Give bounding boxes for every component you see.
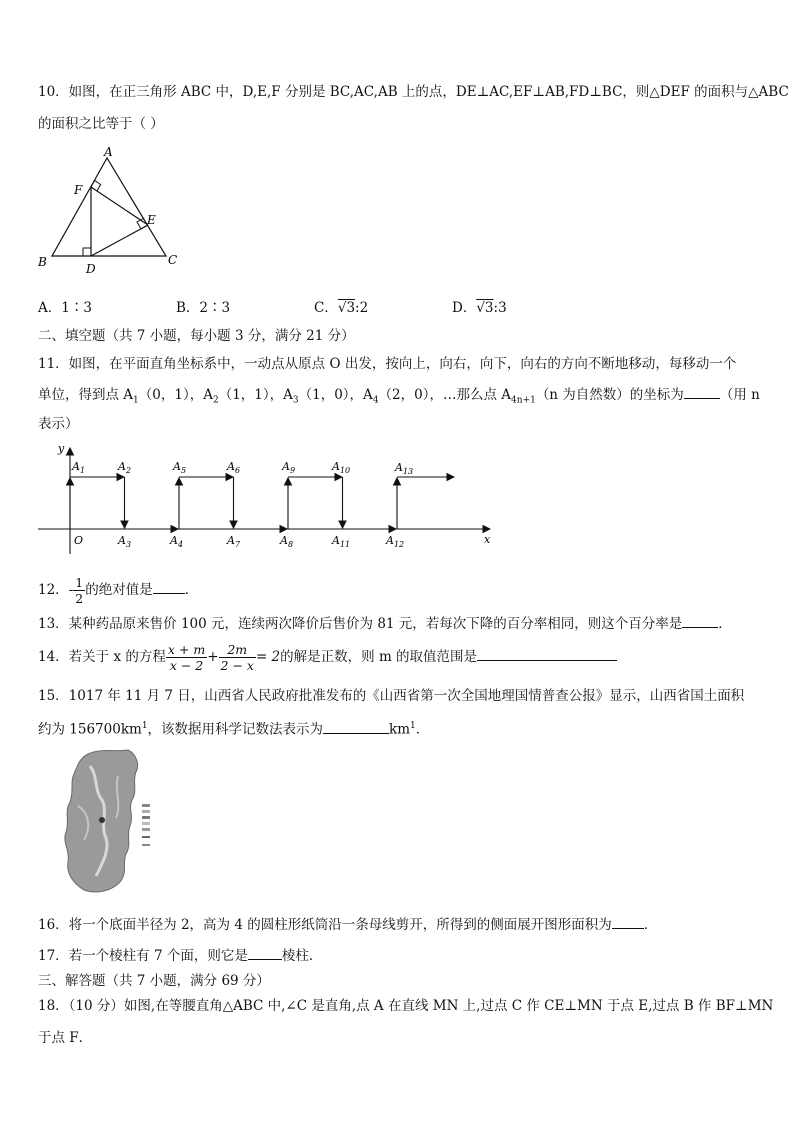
point-a13-label: $A_{13}$ xyxy=(395,461,414,476)
q18-line1: 18．（10 分）如图,在等腰直角△ABC 中,∠C 是直角,点 A 在直线 MN 上,过点 C 作 CE⊥MN 于点 E,过点 B 作 BF⊥MN xyxy=(38,998,774,1014)
point-a10-label: $A_{10}$ xyxy=(332,460,351,475)
q16-line: 16．将一个底面半径为 2，高为 4 的圆柱形纸筒沿一条母线剪开，所得到的侧面展开图形面积为 ． xyxy=(38,914,756,935)
q13-line: 13．某种药品原来售价 100 元，连续两次降价后售价为 81 元，若每次下降的百分率相同，则这个百分率是 ． xyxy=(38,613,756,634)
point-a6-label: $A_6$ xyxy=(227,460,241,475)
axis-x-label: x xyxy=(484,533,491,546)
point-a11-label: $A_{11}$ xyxy=(332,534,351,549)
label-b: B xyxy=(38,255,47,269)
q18-line2: 于点 F． xyxy=(38,1030,93,1046)
point-a9-label: $A_9$ xyxy=(282,460,296,475)
option-d: D．√3:3 xyxy=(452,300,507,316)
coordinate-figure xyxy=(34,440,504,558)
point-a4-label: $A_4$ xyxy=(170,534,184,549)
q15-line1: 15．1017 年 11 月 7 日，山西省人民政府批准发布的《山西省第一次全国地理国情普查公报》显示，山西省国土面积 xyxy=(38,688,745,704)
label-e: E xyxy=(147,213,156,227)
q11-line2: 单位，得到点 $A_1(0$，1），$A_2(1$，1），$A_3(1$，0），$A_4(2$，0），…那么点 $A_{4n+1}(n$ 为自然数）的坐标为 （用 n xyxy=(38,384,756,411)
q17-line: 17．若一个棱柱有 7 个面，则它是 棱柱． xyxy=(38,945,756,966)
q11-line1: 11．如图，在平面直角坐标系中，一动点从原点 O 出发，按向上，向右，向下，向右的方向不断地移动，每移动一个 xyxy=(38,356,737,372)
shanxi-map-image xyxy=(44,746,162,898)
section3-heading: 三、解答题（共 7 小题，满分 69 分） xyxy=(38,973,270,989)
q11-line3: 表示） xyxy=(38,416,79,432)
option-c: C．√3:2 xyxy=(314,300,369,316)
point-a12-label: $A_{12}$ xyxy=(386,534,405,549)
label-f: F xyxy=(74,183,83,197)
q14-line: 14．若关于 x 的方程 $\frac{x + m}{x - 2}$ + $\frac{2m}{2 - x}$ = 2的解是正数，则 m 的取值范围是 xyxy=(38,642,756,673)
point-a5-label: $A_5$ xyxy=(173,460,187,475)
point-a7-label: $A_7$ xyxy=(227,534,241,549)
label-a: A xyxy=(104,146,113,159)
point-a3-label: $A_3$ xyxy=(118,534,132,549)
q12-line: 12．- $\frac{1}{2}$ 的绝对值是 ． xyxy=(38,575,199,606)
axis-y-label: y xyxy=(58,442,65,455)
point-a1-label: $A_1$ xyxy=(72,460,86,475)
triangle-figure xyxy=(34,146,194,274)
option-b: B．2∶3 xyxy=(176,300,231,316)
option-a: A．1∶3 xyxy=(38,300,92,316)
q15-line2: 约为 $156700km^1$，该数据用科学记数法表示为 $km^1$． xyxy=(38,716,756,740)
point-a2-label: $A_2$ xyxy=(118,460,132,475)
point-a8-label: $A_8$ xyxy=(280,534,294,549)
origin-label: O xyxy=(74,534,84,547)
label-c: C xyxy=(168,253,178,267)
q10-line1: 10．如图，在正三角形 ABC 中，D,E,F 分别是 BC,AC,AB 上的点，DE⊥AC,EF⊥AB,FD⊥BC，则△DEF 的面积与△ABC xyxy=(38,84,789,100)
q10-line2: 的面积之比等于（ ） xyxy=(38,116,164,132)
section2-heading: 二、填空题（共 7 小题，每小题 3 分，满分 21 分） xyxy=(38,328,355,344)
label-d: D xyxy=(86,262,96,274)
